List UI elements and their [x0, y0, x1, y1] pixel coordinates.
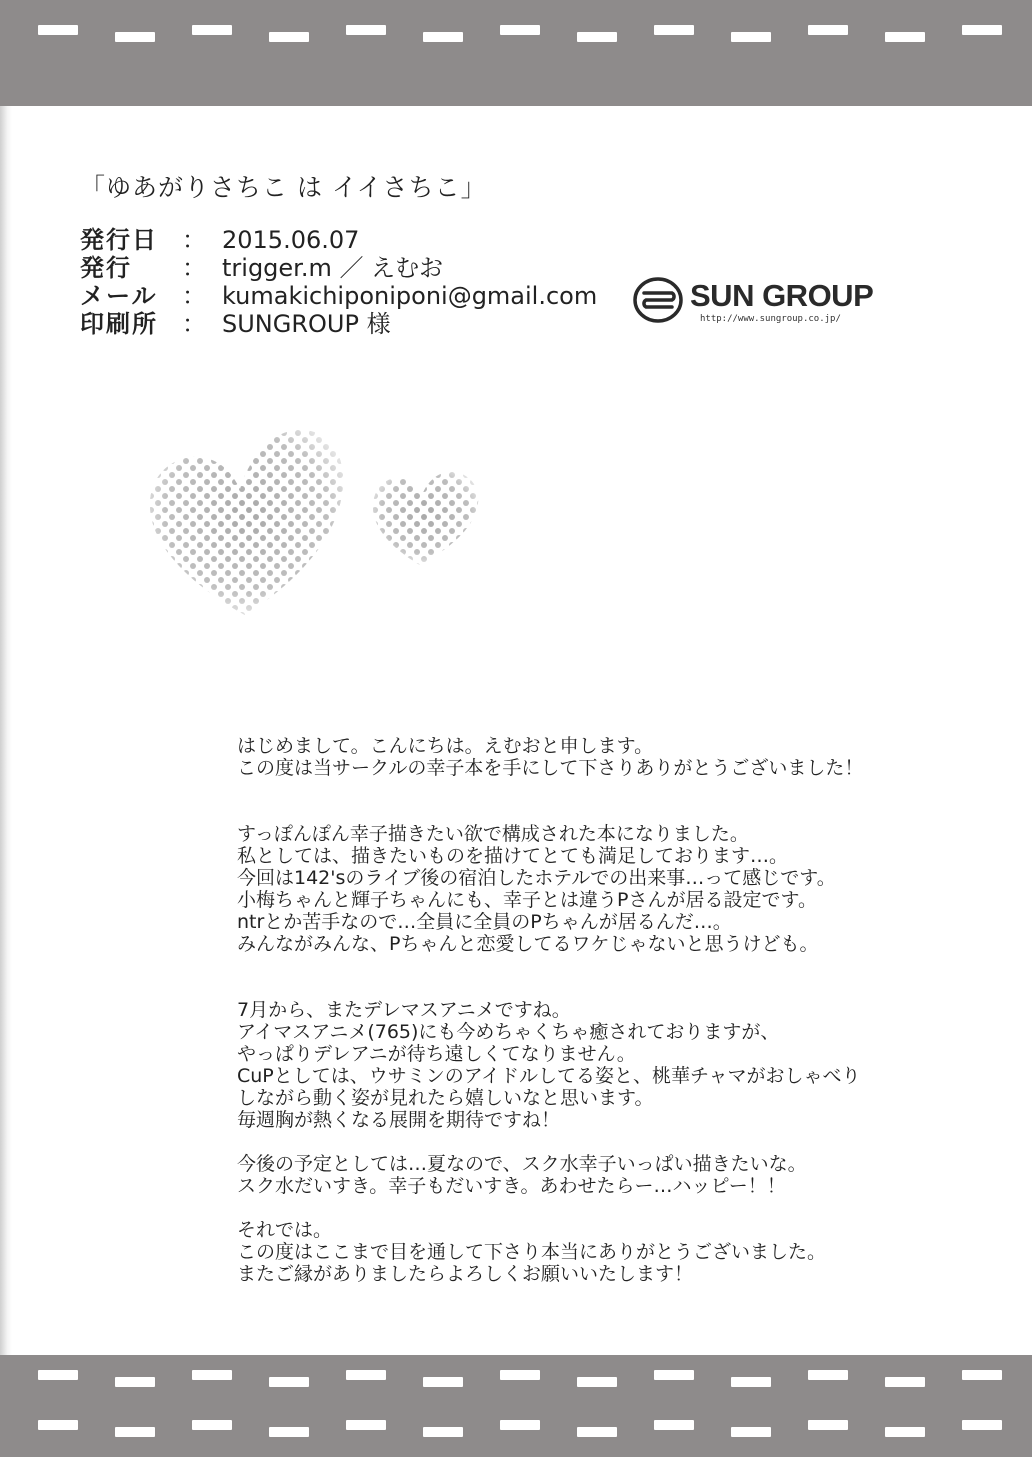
film-perforation	[808, 25, 848, 35]
film-perforation	[423, 1377, 463, 1387]
film-perforation	[423, 32, 463, 42]
film-perforation	[269, 32, 309, 42]
film-perforation	[269, 1377, 309, 1387]
message-paragraph	[237, 1153, 863, 1197]
film-perforation	[654, 1420, 694, 1430]
afterword-message	[237, 713, 863, 1285]
top-film-strip	[0, 0, 1032, 106]
film-perforation	[577, 32, 617, 42]
film-perforation	[808, 1420, 848, 1430]
message-paragraph	[237, 735, 863, 779]
colophon-separator: ：	[182, 254, 206, 282]
film-perforation	[577, 1427, 617, 1437]
film-perforation	[500, 25, 540, 35]
film-perforation	[38, 25, 78, 35]
colophon-separator: ：	[182, 310, 206, 338]
film-perforation	[38, 1420, 78, 1430]
message-line: 7月から、またデレマスアニメですね。	[237, 999, 571, 1021]
film-perforation	[731, 32, 771, 42]
message-line: この度はここまで目を通して下さり本当にありがとうございました。	[237, 1241, 827, 1263]
film-perforation	[962, 1370, 1002, 1380]
message-line: またご縁がありましたらよろしくお願いいたします！	[237, 1263, 694, 1285]
film-perforation	[192, 1420, 232, 1430]
message-line: 今回は142'sのライブ後の宿泊したホテルでの出来事…って感じです。	[237, 867, 836, 889]
film-perforation	[192, 1370, 232, 1380]
colophon-label: メール	[80, 282, 158, 310]
message-line: すっぽんぽん幸子描きたい欲で構成された本になりました。	[237, 823, 749, 845]
film-perforation	[885, 1377, 925, 1387]
message-line: 小梅ちゃんと輝子ちゃんにも、幸子とは違うPさんが居る設定です。	[237, 889, 817, 911]
film-perforation	[962, 25, 1002, 35]
colophon-label: 発行日	[80, 226, 158, 254]
film-perforation	[885, 32, 925, 42]
film-perforation	[192, 25, 232, 35]
message-line: スク水だいすき。幸子もだいすき。あわせたらー…ハッピー！！	[237, 1175, 786, 1197]
film-perforation	[962, 1420, 1002, 1430]
film-perforation	[346, 25, 386, 35]
message-line: 毎週胸が熱くなる展開を期待ですね！	[237, 1109, 561, 1131]
colophon-separator: ：	[182, 226, 206, 254]
message-line: 今後の予定としては…夏なので、スク水幸子いっぱい描きたいな。	[237, 1153, 807, 1175]
page-edge-shadow	[0, 0, 12, 1457]
message-line: はじめまして。こんにちは。えむおと申します。	[237, 735, 654, 757]
film-perforation	[577, 1377, 617, 1387]
book-title: 「ゆあがりさちこ は イイさちこ」	[80, 173, 487, 202]
message-paragraph	[237, 823, 863, 955]
film-perforation	[115, 1427, 155, 1437]
message-line: しながら動く姿が見れたら嬉しいなと思います。	[237, 1087, 654, 1109]
message-paragraph	[237, 999, 863, 1131]
message-line: やっぱりデレアニが待ち遠しくてなりません。	[237, 1043, 636, 1065]
film-perforation	[500, 1370, 540, 1380]
film-perforation	[731, 1427, 771, 1437]
message-line: この度は当サークルの幸子本を手にして下さりありがとうございました！	[237, 757, 864, 779]
message-line: ntrとか苦手なので…全員に全員のPちゃんが居るんだ…。	[237, 911, 732, 933]
small-heart-icon	[373, 472, 478, 565]
message-line: 私としては、描きたいものを描けてとても満足しております…。	[237, 845, 789, 867]
film-perforation	[423, 1427, 463, 1437]
contact-email: kumakichiponiponi@gmail.com	[222, 282, 598, 310]
film-perforation	[115, 32, 155, 42]
film-perforation	[808, 1370, 848, 1380]
sun-group-logo-icon	[632, 276, 684, 324]
message-line: アイマスアニメ(765)にも今めちゃくちゃ癒されておりますが、	[237, 1021, 780, 1043]
film-perforation	[654, 1370, 694, 1380]
message-line: それでは。	[237, 1219, 333, 1241]
publish-date: 2015.06.07	[222, 226, 360, 254]
message-paragraph	[237, 1219, 863, 1285]
logo-url: http://www.sungroup.co.jp/	[700, 314, 841, 324]
film-perforation	[115, 1377, 155, 1387]
sun-group-logo	[632, 276, 894, 332]
publisher-name: trigger.m ／ えむお	[222, 254, 444, 282]
film-perforation	[346, 1370, 386, 1380]
printer-name: SUNGROUP 様	[222, 310, 391, 338]
colophon-label: 印刷所	[80, 310, 158, 338]
bottom-film-strip	[0, 1355, 1032, 1457]
logo-wordmark: SUN GROUP	[690, 278, 874, 313]
large-heart-icon	[150, 430, 343, 615]
film-perforation	[346, 1420, 386, 1430]
dotted-hearts-decoration	[140, 415, 500, 620]
colophon-label: 発行	[80, 254, 132, 282]
message-line: みんながみんな、Pちゃんと恋愛してるワケじゃないと思うけども。	[237, 933, 819, 955]
film-perforation	[885, 1427, 925, 1437]
film-perforation	[269, 1427, 309, 1437]
colophon-separator: ：	[182, 282, 206, 310]
film-perforation	[38, 1370, 78, 1380]
film-perforation	[731, 1377, 771, 1387]
message-line: CuPとしては、ウサミンのアイドルしてる姿と、桃華チャマがおしゃべり	[237, 1065, 861, 1087]
film-perforation	[500, 1420, 540, 1430]
film-perforation	[654, 25, 694, 35]
